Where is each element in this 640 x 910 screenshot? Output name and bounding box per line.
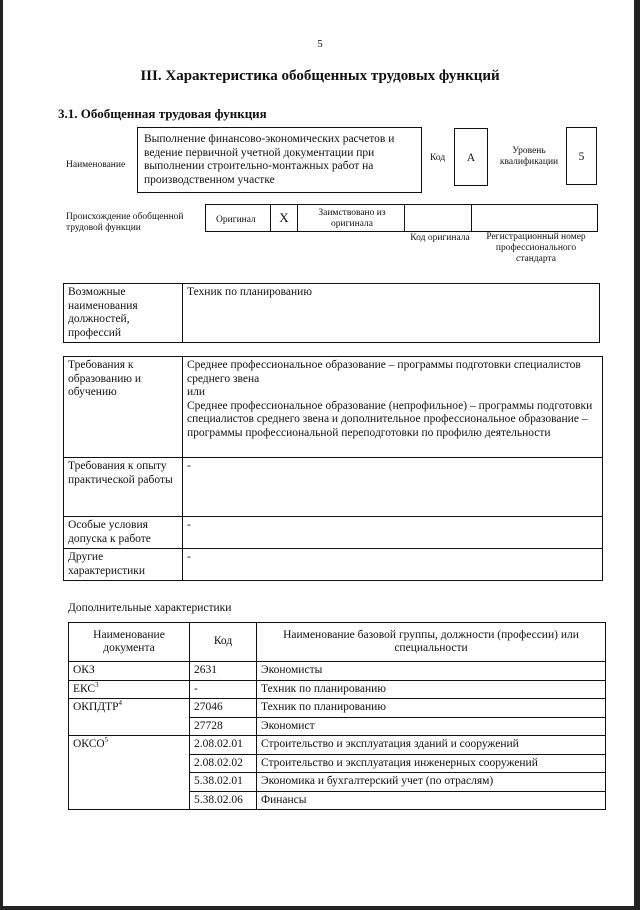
row-doc: ОКСО$^5$ — [69, 736, 190, 810]
code-original-label: Код оригинала — [410, 233, 470, 243]
table-row — [69, 680, 606, 699]
requirements-table — [63, 356, 603, 581]
page-number: 5 — [317, 38, 323, 50]
table-row — [69, 699, 606, 718]
original-label: Оригинал — [216, 215, 256, 225]
row-name: Техник по планированию — [257, 699, 606, 718]
row-doc: ОКПДТР$^4$ — [69, 699, 190, 736]
requirement-row — [64, 517, 603, 549]
requirement-row — [64, 458, 603, 517]
row-name: Финансы — [257, 791, 606, 810]
requirement-row — [64, 549, 603, 581]
header-code: Код — [190, 623, 257, 662]
requirement-label: Особые условия допуска к работе — [64, 517, 183, 549]
row-code: 2.08.02.01 — [190, 736, 257, 755]
row-code: 27728 — [190, 717, 257, 736]
requirement-row — [64, 357, 603, 458]
row-name: Строительство и эксплуатация инженерных сооружений — [257, 754, 606, 773]
requirement-label: Требования к образованию и обучению — [64, 357, 183, 458]
requirement-line: Среднее профессиональное образование (непрофильное) – программы подготовки специалистов среднего звена и дополнительное профессиональное образование – программы профессиональной переподготовки по профилю деятельности — [187, 399, 593, 439]
code-original-cell — [404, 204, 472, 232]
row-code: 27046 — [190, 699, 257, 718]
requirement-value: - — [183, 549, 603, 581]
row-code: 2.08.02.02 — [190, 754, 257, 773]
original-mark: X — [279, 210, 289, 225]
positions-table — [63, 283, 600, 343]
row-name: Экономист — [257, 717, 606, 736]
requirement-value: - — [183, 458, 603, 517]
requirement-value — [183, 357, 603, 458]
borrowed-label: Заимствовано из оригинала — [318, 208, 386, 229]
section-title: III. Характеристика обобщенных трудовых функций — [140, 68, 500, 84]
row-code: 5.38.02.06 — [190, 791, 257, 810]
requirement-label: Другие характеристики — [64, 549, 183, 581]
positions-value: Техник по планированию — [183, 284, 600, 343]
positions-label: Возможные наименования должностей, профессий — [64, 284, 183, 343]
extra-table — [68, 622, 606, 810]
code-label: Код — [430, 153, 446, 163]
header-doc: Наименование документа — [69, 623, 190, 662]
header-name: Наименование базовой группы, должности (профессии) или специальности — [257, 623, 606, 662]
code-value-box — [454, 128, 488, 186]
level-label: Уровень квалификации — [499, 146, 559, 167]
scan-edge-right — [634, 0, 640, 910]
function-name-box — [137, 127, 422, 193]
subsection-title: 3.1. Обобщенная трудовая функция — [58, 106, 267, 121]
row-doc: ЕКС$^3$ — [69, 680, 190, 699]
row-name: Экономисты — [257, 662, 606, 681]
table-row — [69, 736, 606, 755]
origin-label: Происхождение обобщенной трудовой функции — [66, 212, 184, 233]
name-label: Наименование — [66, 160, 126, 170]
row-name: Строительство и эксплуатация зданий и сооружений — [257, 736, 606, 755]
row-code: 5.38.02.01 — [190, 773, 257, 792]
requirement-label: Требования к опыту практической работы — [64, 458, 183, 517]
extra-header-row — [69, 623, 606, 662]
row-doc: ОКЗ — [69, 662, 190, 681]
row-name: Экономика и бухгалтерский учет (по отраслям) — [257, 773, 606, 792]
level-value: 5 — [578, 151, 585, 163]
scan-edge-left — [0, 0, 3, 910]
requirement-value: - — [183, 517, 603, 549]
extra-title: Дополнительные характеристики — [68, 602, 232, 614]
row-name: Техник по планированию — [257, 680, 606, 699]
row-code: - — [190, 680, 257, 699]
requirement-line: Среднее профессиональное образование – программы подготовки специалистов среднего звена — [187, 359, 581, 385]
level-value-box — [566, 127, 597, 185]
code-value: А — [466, 152, 476, 164]
requirement-line: или — [187, 386, 206, 398]
scan-edge-bottom — [0, 906, 640, 910]
table-row — [69, 662, 606, 681]
row-code: 2631 — [190, 662, 257, 681]
original-mark-cell — [270, 204, 298, 232]
function-name-value: Выполнение финансово-экономических расчетов и ведение первичной учетной документации при выполнении строительно-монтажных работ на производственном участке — [144, 133, 395, 186]
reg-number-label: Регистрационный номер профессионального стандарта — [486, 232, 586, 264]
